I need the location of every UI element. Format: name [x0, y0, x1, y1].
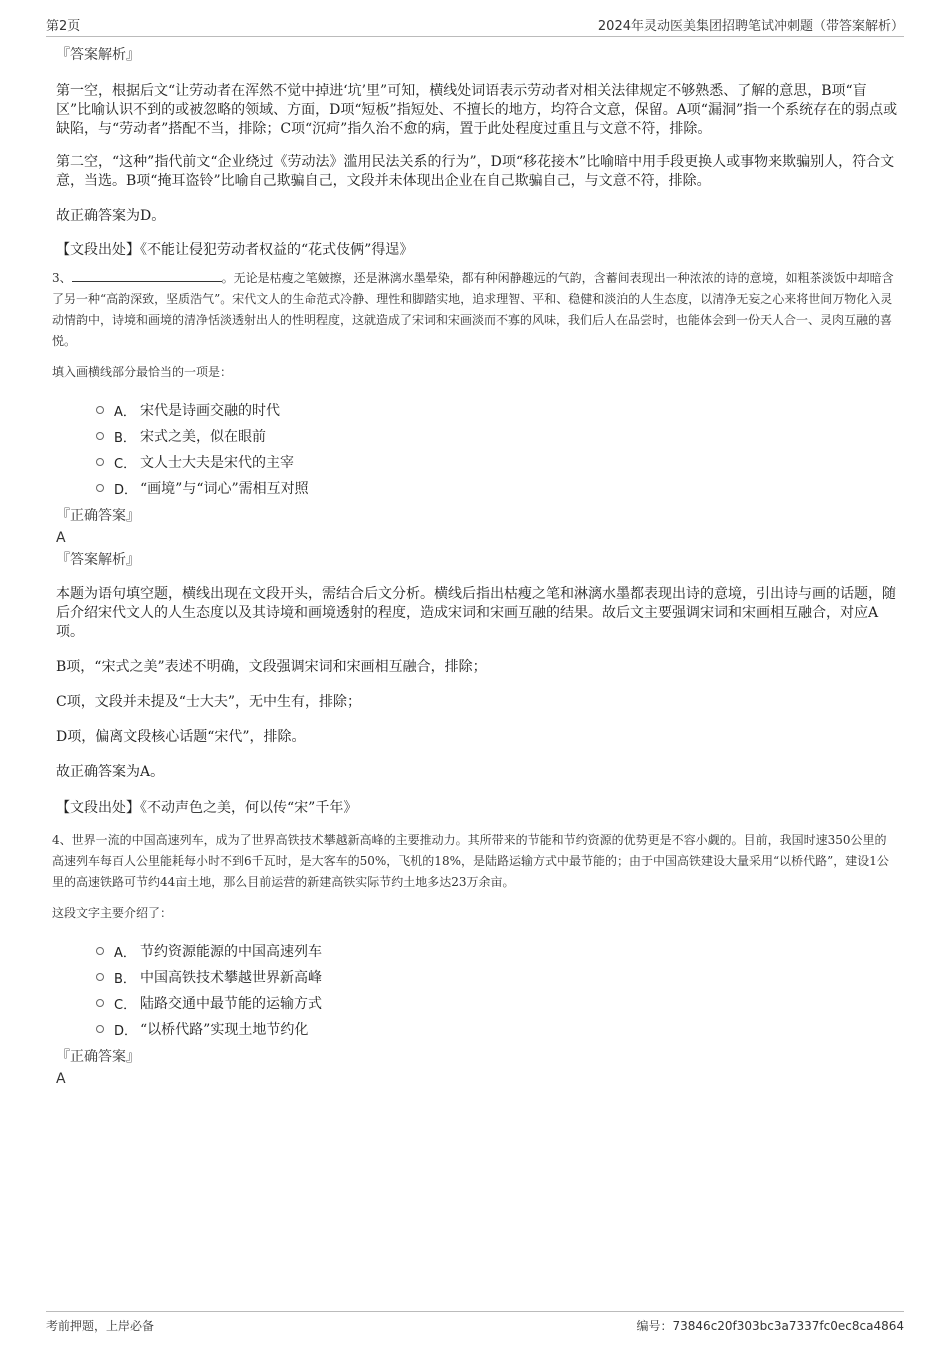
q3-answer-label: 『正确答案』	[56, 508, 140, 524]
q3-prompt: 填入画横线部分最恰当的一项是：	[52, 365, 233, 379]
radio-icon[interactable]	[96, 458, 104, 466]
q4-option-d[interactable]: D． “以桥代路”实现土地节约化	[96, 1016, 898, 1042]
q4-option-c[interactable]: C． 陆路交通中最节能的运输方式	[96, 990, 898, 1016]
q4-option-a[interactable]: A． 节约资源能源的中国高速列车	[96, 938, 898, 964]
footer-code-value: 73846c20f303bc3a7337fc0ec8ca4864	[672, 1319, 904, 1333]
q4-option-b[interactable]: B． 中国高铁技术攀越世界新高峰	[96, 964, 898, 990]
q3-analysis-option-b: B项，“宋式之美”表述不明确，文段强调宋词和宋画相互融合，排除；	[56, 659, 487, 675]
q3-option-d[interactable]: D． “画境”与“词心”需相互对照	[96, 475, 898, 501]
radio-icon[interactable]	[96, 999, 104, 1007]
q3-stem	[52, 268, 898, 352]
q4-stem: 4、世界一流的中国高速列车，成为了世界高铁技术攀越新高峰的主要推动力。其所带来的节能和节约资源的优势更是不容小觑的。目前，我国时速350公里的高速列车每百人公里能耗每小时不到6千瓦时，是大客车的50%，飞机的18%，是陆路运输方式中最节能的；由于中国高铁建设大量采用“以桥代路”，建设1公里的高速铁路可节约44亩土地，那么目前运营的新建高铁实际节约土地多达23万余亩。	[52, 833, 889, 889]
page-header	[46, 14, 904, 37]
radio-icon[interactable]	[96, 484, 104, 492]
q3-stem-text: 。无论是枯瘦之笔皴擦，还是淋漓水墨晕染，都有种闲静趣远的气韵，含蓄间表现出一种浓浓的诗的意境，如粗茶淡饭中却暗含了另一种“高韵深致，坚质浩气”。宋代文人的生命范式冷静、理性和脚踏实地，追求理智、平和、稳健和淡泊的人生态度，以清净无妄之心来将世间万物化入灵动情韵中，诗境和画境的清净恬淡透射出人的性明程度，这就造成了宋词和宋画淡而不寡的风味，我们后人在品尝时，也能体会到一份天人合一、灵肉互融的喜悦。	[52, 271, 894, 348]
radio-icon[interactable]	[96, 947, 104, 955]
page-number: 第2页	[46, 19, 81, 34]
q3-option-c[interactable]: C． 文人士大夫是宋代的主宰	[96, 449, 898, 475]
footer-code	[637, 1317, 905, 1334]
q3-option-b[interactable]: B． 宋式之美，似在眼前	[96, 423, 898, 449]
q4-answer: A	[56, 1071, 66, 1087]
q3-analysis-option-c: C项，文段并未提及“士大夫”，无中生有，排除；	[56, 694, 362, 710]
q4-answer-label: 『正确答案』	[56, 1049, 140, 1065]
page-content	[52, 44, 898, 1090]
footer-code-label: 编号：	[636, 1319, 673, 1333]
q2-source: 【文段出处】《不能让侵犯劳动者权益的“花式伎俩”得逞》	[56, 242, 414, 258]
footer-slogan: 考前押题，上岸必备	[46, 1319, 155, 1333]
q3-fill-blank	[72, 269, 222, 282]
radio-icon[interactable]	[96, 973, 104, 981]
radio-icon[interactable]	[96, 432, 104, 440]
q3-option-a[interactable]: A． 宋代是诗画交融的时代	[96, 397, 898, 423]
page-footer	[46, 1311, 904, 1334]
q3-conclusion: 故正确答案为A。	[56, 764, 165, 780]
q2-analysis-paragraph-2: 第二空，“这种”指代前文“企业绕过《劳动法》滥用民法关系的行为”，D项“移花接木”比喻暗中用手段更换人或事物来欺骗别人，符合文意，当选。B项“掩耳盗铃”比喻自己欺骗自己，文段并未体现出企业在自己欺骗自己，与文意不符，排除。	[56, 154, 895, 189]
q2-analysis-paragraph-1: 第一空，根据后文“让劳动者在浑然不觉中掉进‘坑’里”可知，横线处词语表示劳动者对相关法律规定不够熟悉、了解的意思，B项“盲区”比喻认识不到的或被忽略的领域、方面，D项“短板”指短处、不擅长的地方，均符合文意，保留。A项“漏洞”指一个系统存在的弱点或缺陷，与“劳动者”搭配不当，排除；C项“沉疴”指久治不愈的病，置于此处程度过重且与文意不符，排除。	[56, 83, 898, 137]
q3-analysis-label: 『答案解析』	[56, 552, 140, 568]
q4-prompt: 这段文字主要介绍了：	[52, 906, 173, 920]
q2-conclusion: 故正确答案为D。	[56, 208, 166, 224]
q2-analysis-label: 『答案解析』	[56, 47, 140, 63]
q3-number: 3、	[52, 271, 72, 285]
q3-options	[96, 397, 898, 501]
radio-icon[interactable]	[96, 1025, 104, 1033]
q3-analysis-paragraph: 本题为语句填空题，横线出现在文段开头，需结合后文分析。横线后指出枯瘦之笔和淋漓水墨都表现出诗的意境，引出诗与画的话题，随后介绍宋代文人的人生态度以及其诗境和画境透射的程度，造成宋词和宋画互融的结果。故后文主要强调宋词和宋画相互融合，对应A项。	[56, 586, 896, 640]
radio-icon[interactable]	[96, 406, 104, 414]
q3-source: 【文段出处】《不动声色之美，何以传“宋”千年》	[56, 800, 358, 816]
q3-answer: A	[56, 530, 66, 546]
q4-options	[96, 938, 898, 1042]
document-title: 2024年灵动医美集团招聘笔试冲刺题（带答案解析）	[597, 19, 904, 34]
q3-analysis-option-d: D项，偏离文段核心话题“宋代”，排除。	[56, 729, 306, 745]
